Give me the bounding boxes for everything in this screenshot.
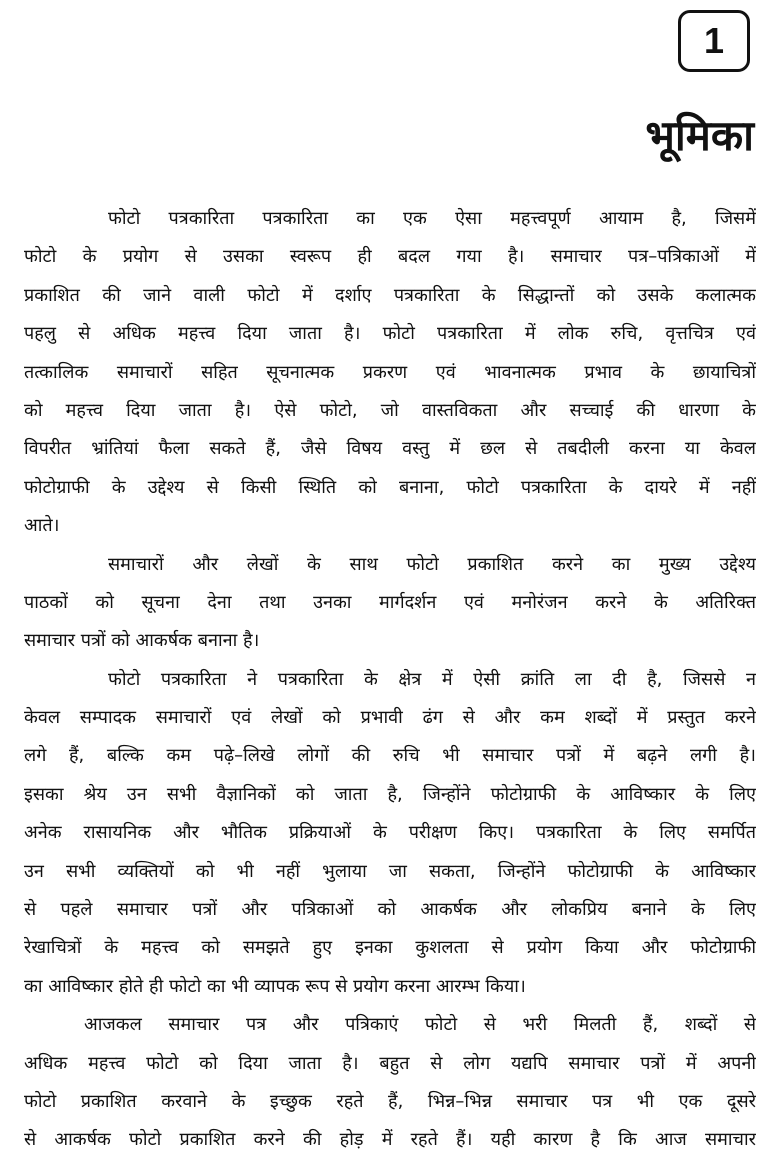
- text-line: फोटो पत्रकारिता ने पत्रकारिता के क्षेत्र में ऐसी क्रांति ला दी है, जिससे न: [108, 668, 756, 690]
- text-line: पहलु से अधिक महत्त्व दिया जाता है। फोटो पत्रकारिता में लोक रुचि, वृत्तचित्र एवं: [24, 323, 756, 345]
- chapter-number-box: [678, 10, 750, 72]
- body-text: [24, 200, 756, 1160]
- chapter-number: 1: [703, 20, 725, 61]
- text-line: रेखाचित्रों के महत्त्व को समझते हुए इनका कुशलता से प्रयोग किया और फोटोग्राफी: [24, 937, 756, 959]
- text-line: से पहले समाचार पत्रों और पत्रिकाओं को आकर्षक और लोकप्रिय बनाने के लिए: [24, 899, 756, 921]
- text-line: आजकल समाचार पत्र और पत्रिकाएं फोटो से भरी मिलती हैं, शब्दों से: [84, 1014, 756, 1036]
- text-line: फोटो के प्रयोग से उसका स्वरूप ही बदल गया है। समाचार पत्र–पत्रिकाओं में: [24, 246, 756, 268]
- text-line: फोटो प्रकाशित करवाने के इच्छुक रहते हैं, भिन्न–भिन्न समाचार पत्र भी एक दूसरे: [24, 1090, 756, 1112]
- text-line: अधिक महत्त्व फोटो को दिया जाता है। बहुत से लोग यद्यपि समाचार पत्रों में अपनी: [24, 1052, 756, 1074]
- text-line: तत्कालिक समाचारों सहित सूचनात्मक प्रकरण एवं भावनात्मक प्रभाव के छायाचित्रों: [24, 361, 756, 383]
- text-line: लगे हैं, बल्कि कम पढ़े–लिखे लोगों की रुचि भी समाचार पत्रों में बढ़ने लगी है।: [24, 745, 756, 767]
- text-line: को महत्त्व दिया जाता है। ऐसे फोटो, जो वास्तविकता और सच्चाई की धारणा के: [24, 399, 756, 421]
- text-line: का आविष्कार होते ही फोटो का भी व्यापक रूप से प्रयोग करना आरम्भ किया।: [24, 975, 526, 997]
- text-line: फोटोग्राफी के उद्देश्य से किसी स्थिति को बनाना, फोटो पत्रकारिता के दायरे में नहीं: [24, 476, 756, 498]
- text-line: से आकर्षक फोटो प्रकाशित करने की होड़ में रहते हैं। यही कारण है कि आज समाचार: [24, 1129, 756, 1151]
- text-line: उन सभी व्यक्तियों को भी नहीं भुलाया जा सकता, जिन्होंने फोटोग्राफी के आविष्कार: [24, 860, 756, 882]
- text-line: विपरीत भ्रांतियां फैला सकते हैं, जैसे विषय वस्तु में छल से तबदीली करना या केवल: [24, 438, 756, 460]
- text-line: समाचारों और लेखों के साथ फोटो प्रकाशित करने का मुख्य उद्देश्य: [108, 553, 756, 575]
- page-title: भूमिका: [645, 111, 754, 160]
- text-line: प्रकाशित की जाने वाली फोटो में दर्शाए पत्रकारिता के सिद्धान्तों को उसके कलात्मक: [24, 284, 756, 306]
- text-line: इसका श्रेय उन सभी वैज्ञानिकों को जाता है, जिन्होंने फोटोग्राफी के आविष्कार के लिए: [24, 783, 756, 805]
- text-line: पाठकों को सूचना देना तथा उनका मार्गदर्शन एवं मनोरंजन करने के अतिरिक्त: [24, 591, 756, 613]
- text-line: फोटो पत्रकारिता पत्रकारिता का एक ऐसा महत्त्वपूर्ण आयाम है, जिसमें: [108, 208, 756, 229]
- text-line: समाचार पत्रों को आकर्षक बनाना है।: [24, 630, 260, 652]
- text-line: अनेक रासायनिक और भौतिक प्रक्रियाओं के परीक्षण किए। पत्रकारिता के लिए समर्पित: [24, 822, 756, 844]
- text-line: केवल सम्पादक समाचारों एवं लेखों को प्रभावी ढंग से और कम शब्दों में प्रस्तुत करने: [24, 707, 756, 729]
- text-line: आते।: [24, 515, 60, 537]
